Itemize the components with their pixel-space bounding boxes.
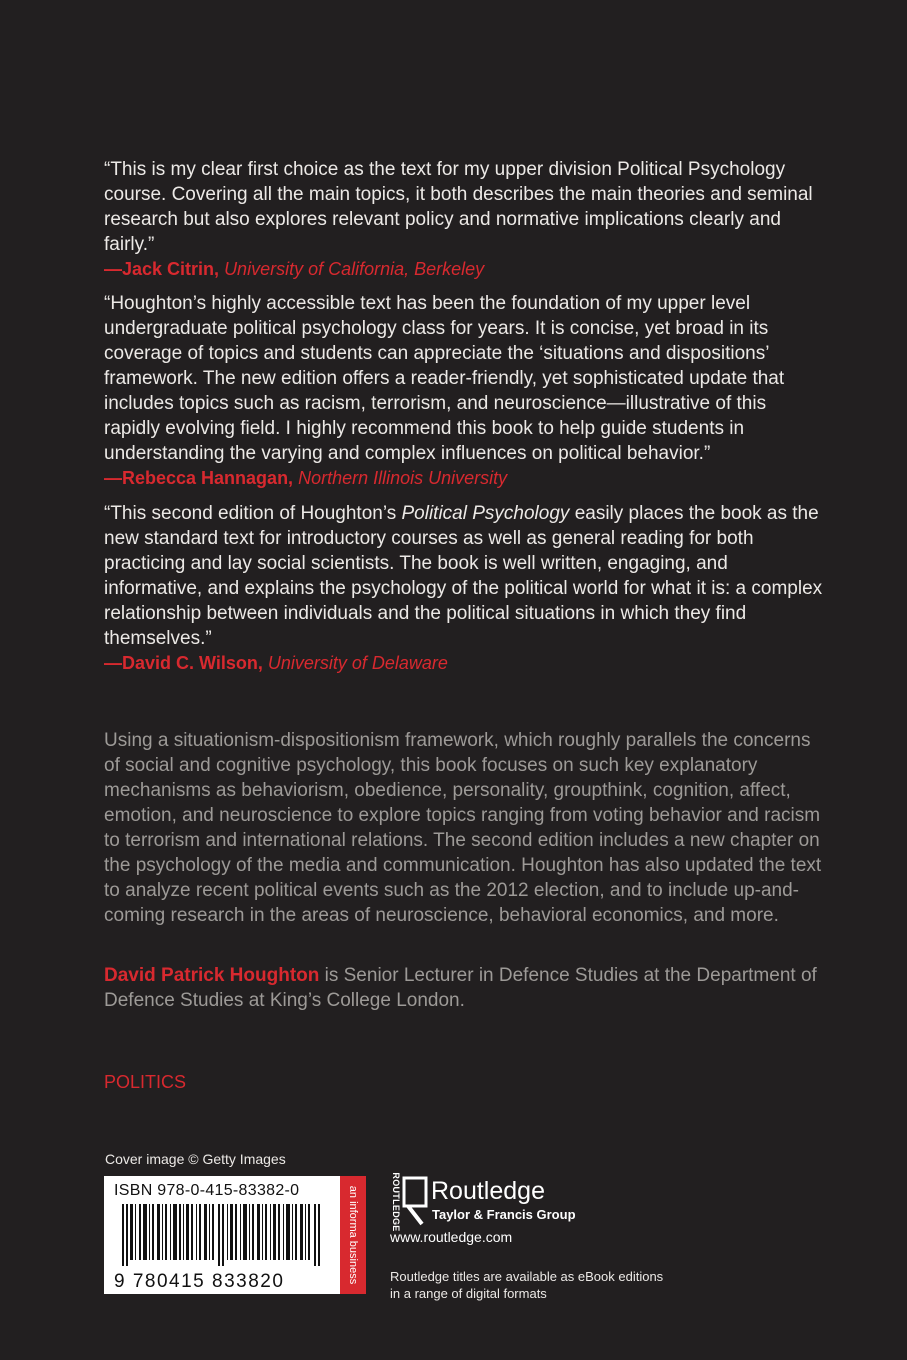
review-3-institution: University of Delaware <box>267 653 448 673</box>
review-2 <box>104 291 824 491</box>
description-text: Using a situationism-dispositionism framework, which roughly parallels the concerns of social and cognitive psychology, this book focuses on such key explanatory mechanisms as behaviorism, obedience, personality, groupthink, cognition, affect, emotion, and neuroscience to explore topics ranging from voting behavior and racism to terrorism and international relations. The second edition includes a new chapter on the psychology of the media and communication. Houghton has also updated the text to analyze recent political events such as the 2012 election, and to include up-and-coming research in the areas of neuroscience, behavioral economics, and more. <box>104 730 822 926</box>
routledge-logo-wordmark <box>390 1172 402 1232</box>
ebook-notice-line-2: in a range of digital formats <box>390 1286 547 1301</box>
routledge-logo-text: ROUTLEDGE <box>391 1172 401 1232</box>
author-bio-text <box>104 963 824 1013</box>
cover-credit: Cover image © Getty Images <box>105 1151 286 1167</box>
review-2-attribution <box>104 466 824 491</box>
author-bio <box>104 963 824 1013</box>
ebook-notice <box>390 1268 663 1302</box>
review-3-text-before: “This second edition of Houghton’s <box>104 503 402 524</box>
informa-strip <box>340 1176 366 1294</box>
review-1-name: —Jack Citrin, <box>104 259 220 279</box>
review-1 <box>104 157 824 282</box>
book-description <box>104 728 824 928</box>
barcode-bars <box>114 1204 330 1266</box>
review-3-name: —David C. Wilson, <box>104 653 263 673</box>
review-3-text-after: easily places the book as the new standard text for introductory courses as well as general reading for both practicing and lay social scientists. The book is well written, engaging, and informative, and explains the psychology of the political world for what it is: a complex relationship between individuals and the political situations in which they find themselves.” <box>104 503 823 649</box>
review-2-text: “Houghton’s highly accessible text has been the foundation of my upper level undergraduate political psychology class for years. It is concise, yet broad in its coverage of topics and students can appreciate the ‘situations and dispositions’ framework. The new edition offers a reader-friendly, yet sophisticated update that includes topics such as racism, terrorism, and neuroscience—illustrative of this rapidly evolving field. I highly recommend this book to help guide students in understanding the varying and complex influences on political behavior.” <box>104 293 785 464</box>
ebook-notice-line-1: Routledge titles are available as eBook editions <box>390 1269 664 1284</box>
review-3 <box>104 501 824 676</box>
publisher-name: Routledge <box>431 1177 545 1205</box>
review-3-attribution <box>104 651 824 676</box>
isbn-label: ISBN 978-0-415-83382-0 <box>114 1182 300 1199</box>
informa-strip-text: an informa business <box>347 1185 359 1285</box>
review-3-text <box>104 501 824 651</box>
review-1-attribution <box>104 257 824 282</box>
subject-category: POLITICS <box>104 1072 187 1092</box>
isbn-barcode <box>104 1176 340 1294</box>
review-1-text: “This is my clear first choice as the text for my upper division Political Psychology course. Covering all the main topics, it both describes the main theories and seminal research but also explores relevant policy and normative implications clearly and fairly.” <box>104 159 813 255</box>
barcode-digits: 9 780415 833820 <box>114 1271 285 1292</box>
publisher-website: www.routledge.com <box>390 1229 513 1245</box>
review-2-institution: Northern Illinois University <box>298 468 508 488</box>
author-bio-body: is Senior Lecturer in Defence Studies at the Department of Defence Studies at King’s College London. <box>104 965 817 1011</box>
review-2-name: —Rebecca Hannagan, <box>104 468 294 488</box>
routledge-logo-leg <box>408 1206 422 1224</box>
review-3-book-title: Political Psychology <box>401 503 570 524</box>
publisher-group: Taylor & Francis Group <box>432 1207 576 1222</box>
routledge-logo-mark <box>404 1178 426 1206</box>
author-name: David Patrick Houghton <box>104 965 320 986</box>
review-1-institution: University of California, Berkeley <box>224 259 485 279</box>
